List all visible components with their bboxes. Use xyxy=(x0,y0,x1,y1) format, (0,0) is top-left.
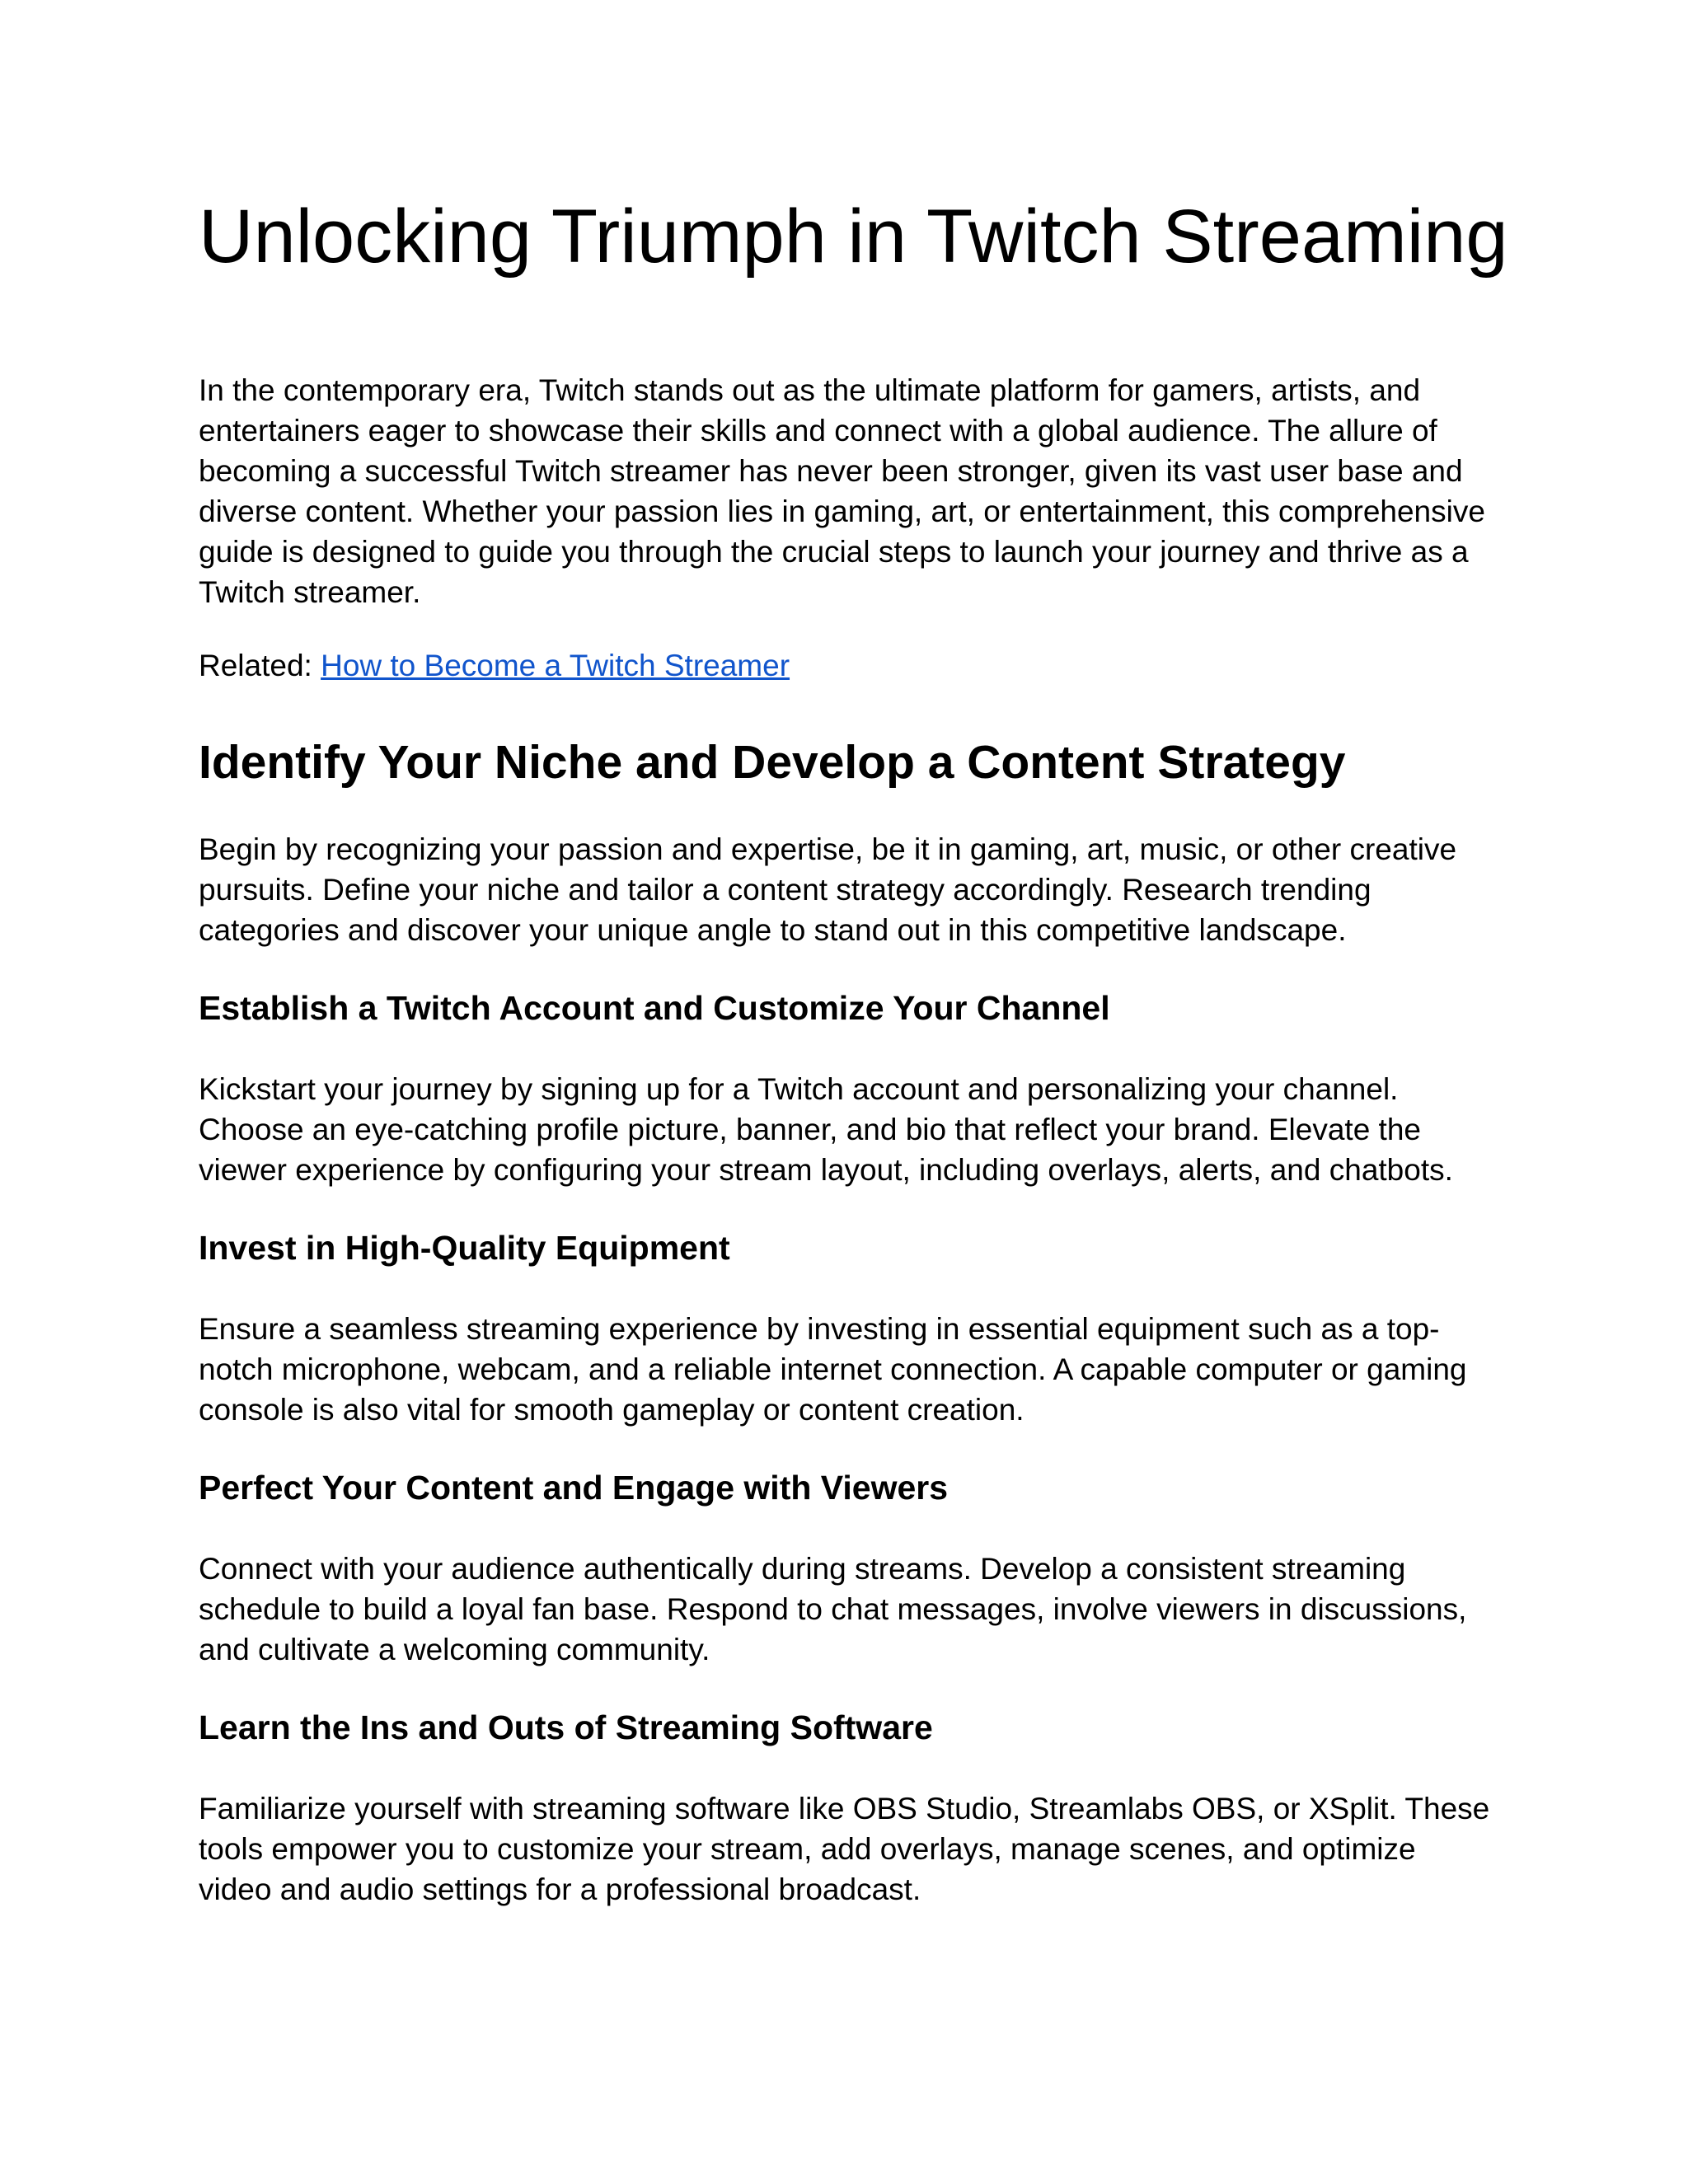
document-title: Unlocking Triumph in Twitch Streaming xyxy=(199,194,1508,279)
section-body-equipment: Ensure a seamless streaming experience by investing in essential equipment such as a top-notch microphone, webcam, and a reliable internet connection. A capable computer or gaming console is also vital for smooth gameplay or content creation. xyxy=(199,1312,1467,1427)
related-prefix: Related: xyxy=(199,649,312,682)
related-link[interactable]: How to Become a Twitch Streamer xyxy=(321,649,790,682)
intro-paragraph: In the contemporary era, Twitch stands out as the ultimate platform for gamers, artists, and entertainers eager to showcase their skills and connect with a global audience. The allure of becoming a successful Twitch streamer has never been stronger, given its vast user base and diverse content. Whether your passion lies in gaming, art, or entertainment, this comprehensive guide is designed to guide you through the crucial steps to launch your journey and thrive as a Twitch streamer. xyxy=(199,373,1485,609)
section-heading-account: Establish a Twitch Account and Customize Your Channel xyxy=(199,989,1110,1027)
section-heading-niche: Identify Your Niche and Develop a Content Strategy xyxy=(199,736,1346,789)
section-heading-software: Learn the Ins and Outs of Streaming Software xyxy=(199,1708,933,1746)
section-body-niche: Begin by recognizing your passion and expertise, be it in gaming, art, music, or other creative pursuits. Define your niche and tailor a content strategy accordingly. Research trending categories and discover your unique angle to stand out in this competitive landscape. xyxy=(199,832,1457,947)
section-body-account: Kickstart your journey by signing up for a Twitch account and personalizing your channel. Choose an eye-catching profile picture, banner, and bio that reflect your brand. Elevate the viewer experience by configuring your stream layout, including overlays, alerts, and chatbots. xyxy=(199,1072,1453,1187)
section-body-software: Familiarize yourself with streaming software like OBS Studio, Streamlabs OBS, or XSplit. These tools empower you to customize your stream, add overlays, manage scenes, and optimize video and audio settings for a professional broadcast. xyxy=(199,1792,1490,1906)
section-heading-content: Perfect Your Content and Engage with Viewers xyxy=(199,1469,949,1507)
related-line xyxy=(199,645,790,686)
section-body-content: Connect with your audience authentically during streams. Develop a consistent streaming schedule to build a loyal fan base. Respond to chat messages, involve viewers in discussions, and cultivate a welcoming community. xyxy=(199,1552,1467,1666)
section-heading-equipment: Invest in High-Quality Equipment xyxy=(199,1229,730,1267)
